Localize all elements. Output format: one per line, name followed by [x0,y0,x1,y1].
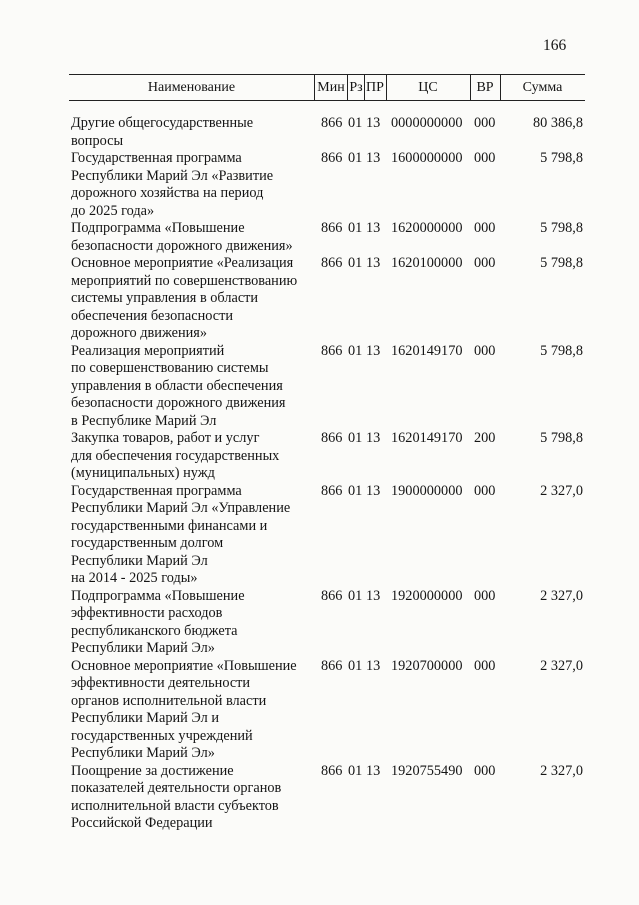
row-min: 866 [321,657,343,674]
row-vr: 000 [474,482,496,499]
header-name: Наименование [147,80,236,95]
row-name: Реализация мероприятий по совершенствованию системы управления в области обеспечения безопасности дорожного движения в Республике Марий Эл [71,342,286,429]
row-rz: 01 [348,587,363,604]
row-min: 866 [321,220,343,236]
row-cs: 1920000000 [391,587,463,604]
row-sum: 5 798,8 [540,220,583,236]
row-pr: 13 [366,587,381,604]
row-sum: 5 798,8 [540,255,583,271]
row-name: Подпрограмма «Повышение эффективности расходов республиканского бюджета Республики Марий Эл» [71,587,245,656]
row-pr: 13 [366,115,381,131]
row-sum: 5 798,8 [540,150,583,166]
row-min: 866 [321,587,343,604]
row-vr: 000 [474,587,496,604]
header-min: Мин [317,80,345,95]
table-row [0,115,639,150]
row-name: Государственная программа Республики Марий Эл «Развитие дорожного хозяйства на период до 2025 года» [71,150,274,219]
row-vr: 000 [474,342,496,359]
row-min: 866 [321,150,343,166]
row-cs: 1620000000 [391,220,463,236]
row-vr: 200 [474,430,496,446]
row-name: Поощрение за достижение показателей деятельности органов исполнительной власти субъектов Российской Федерации [71,762,282,831]
row-sum: 5 798,8 [540,430,583,446]
row-cs: 1920755490 [391,762,463,779]
row-rz: 01 [348,482,363,499]
row-name: Государственная программа Республики Марий Эл «Управление государственными финансами и государственным долгом Республики Марий Эл на 2014 - 2025 годы» [71,482,291,586]
row-name: Подпрограмма «Повышение безопасности дорожного движения» [71,220,293,254]
row-rz: 01 [348,150,363,166]
row-rz: 01 [348,342,363,359]
header-top-rule [69,74,585,75]
table-row [0,255,639,343]
row-sum: 5 798,8 [540,342,583,359]
row-cs: 1620149170 [391,342,463,359]
page-number: 166 [543,37,567,54]
header-sum: Сумма [522,80,563,95]
header-bottom-rule [69,100,585,101]
header-pr: ПР [366,80,384,95]
row-vr: 000 [474,255,496,271]
row-sum: 2 327,0 [540,482,583,499]
row-min: 866 [321,482,343,499]
row-sum: 2 327,0 [540,762,583,779]
row-min: 866 [321,115,343,131]
row-pr: 13 [366,657,381,674]
table-row [0,658,639,763]
table-row [0,343,639,431]
row-cs: 0000000000 [391,115,463,131]
table-row [0,150,639,220]
row-min: 866 [321,342,343,359]
row-cs: 1920700000 [391,657,463,674]
row-rz: 01 [348,220,363,236]
row-vr: 000 [474,115,496,131]
row-vr: 000 [474,657,496,674]
row-pr: 13 [366,342,381,359]
row-pr: 13 [366,482,381,499]
row-sum: 2 327,0 [540,587,583,604]
table-row [0,430,639,483]
row-name: Основное мероприятие «Реализация мероприятий по совершенствованию системы управления в области обеспечения безопасности дорожного движения» [71,255,298,341]
row-rz: 01 [348,430,363,446]
header-vr: ВР [476,80,494,95]
row-rz: 01 [348,255,363,271]
row-pr: 13 [366,150,381,166]
table-row [0,588,639,658]
row-sum: 80 386,8 [532,115,583,131]
header-cs: ЦС [418,80,438,95]
row-pr: 13 [366,255,381,271]
row-vr: 000 [474,762,496,779]
row-name: Основное мероприятие «Повышение эффективности деятельности органов исполнительной власти Республики Марий Эл и государственных учреждений Республики Марий Эл» [71,657,297,761]
row-pr: 13 [366,762,381,779]
row-vr: 000 [474,150,496,166]
row-min: 866 [321,430,343,446]
header-rz: Рз [349,80,363,95]
row-sum: 2 327,0 [540,657,583,674]
row-rz: 01 [348,657,363,674]
row-cs: 1900000000 [391,482,463,499]
table-row [0,763,639,833]
row-pr: 13 [366,220,381,236]
table-row [0,220,639,255]
table-body [0,115,639,833]
row-min: 866 [321,762,343,779]
row-cs: 1600000000 [391,150,463,166]
row-rz: 01 [348,115,363,131]
row-vr: 000 [474,220,496,236]
row-min: 866 [321,255,343,271]
table-row [0,483,639,588]
row-name: Закупка товаров, работ и услуг для обеспечения государственных (муниципальных) нужд [71,430,280,481]
row-rz: 01 [348,762,363,779]
row-pr: 13 [366,430,381,446]
row-cs: 1620149170 [391,430,463,446]
row-cs: 1620100000 [391,255,463,271]
row-name: Другие общегосударственные вопросы [71,115,254,149]
